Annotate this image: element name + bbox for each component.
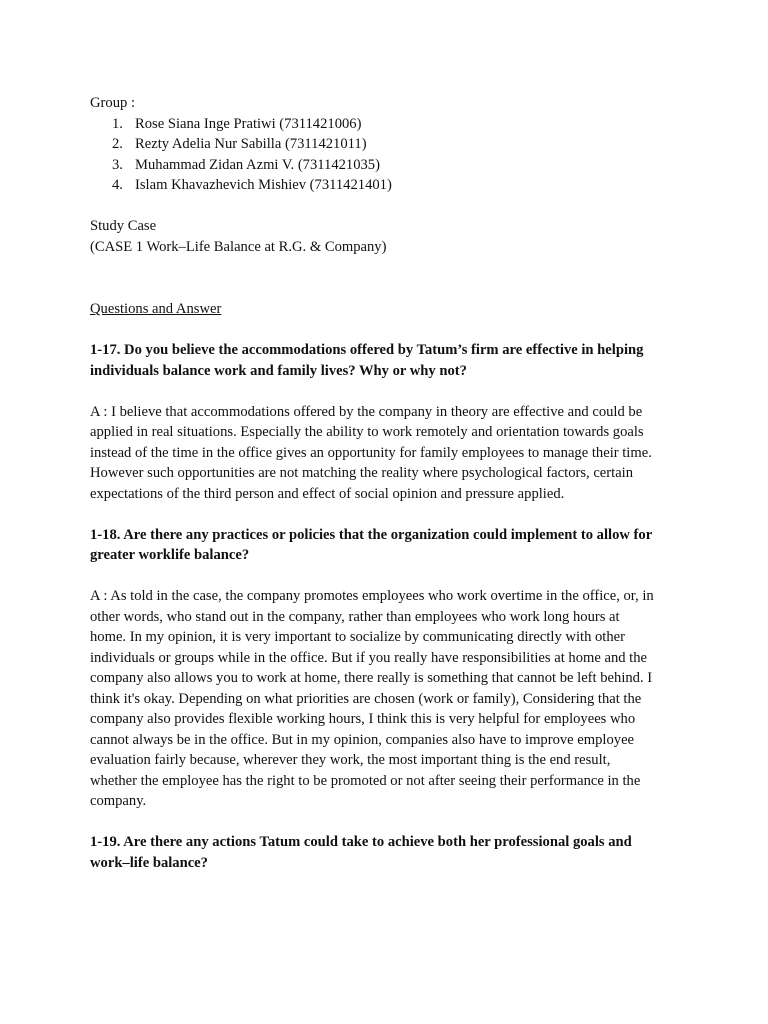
qa-heading: Questions and Answer — [90, 301, 222, 317]
answer-line: However such opportunities are not matching the reality where psychological factors, certain — [90, 465, 634, 481]
answer-line: company also provides flexible working hours, I think this is very helpful for employees who — [90, 711, 636, 727]
question-1-18 — [90, 525, 690, 566]
answer-line: A : I believe that accommodations offered by the company in theory are effective and could be — [90, 403, 643, 420]
answer-line: think it's okay. Depending on what priorities are chosen (work or family), Considering that the — [90, 690, 642, 707]
answer-line: other words, who stand out in the company, rather than employees who work long hours at — [90, 608, 620, 625]
group-member: 2. Rezty Adelia Nur Sabilla (7311421011) — [112, 136, 367, 152]
group-member-list — [90, 114, 690, 196]
answer-line: instead of the time in the office gives an opportunity for family employees to manage their time. — [90, 444, 652, 461]
question-line: individuals balance work and family lives? Why or why not? — [90, 362, 467, 379]
answer-line: individuals or groups while in the office. But if you really have responsibilities at home and the — [90, 649, 648, 666]
answer-line: expectations of the third person and effect of social opinion and pressure applied. — [90, 485, 565, 502]
question-line: work–life balance? — [90, 854, 208, 871]
group-member: 3. Muhammad Zidan Azmi V. (7311421035) — [112, 156, 380, 173]
answer-line: applied in real situations. Especially the ability to work remotely and orientation towards goals — [90, 424, 644, 440]
study-case-title: (CASE 1 Work–Life Balance at R.G. & Company) — [90, 238, 387, 255]
answer-line: A : As told in the case, the company promotes employees who work overtime in the office, or, in — [90, 588, 654, 604]
question-line: 1-19. Are there any actions Tatum could take to achieve both her professional goals and — [90, 834, 632, 850]
answer-line: whether the employee has the right to be promoted or not after seeing their performance in the — [90, 772, 641, 789]
answer-line: company. — [90, 793, 147, 809]
document-page — [90, 93, 690, 873]
answer-line: evaluation fairly because, wherever they work, the most important thing is the end result, — [90, 752, 611, 768]
question-1-17 — [90, 340, 690, 381]
study-case-label: Study Case — [90, 218, 157, 234]
answer-line: cannot always be in the office. But in my opinion, companies also have to improve employee — [90, 731, 635, 748]
answer-line: home. In my opinion, it is very important to socialize by communicating directly with other — [90, 629, 625, 645]
question-line: greater worklife balance? — [90, 547, 250, 563]
question-line: 1-17. Do you believe the accommodations offered by Tatum’s firm are effective in helping — [90, 342, 644, 358]
group-member: 4. Islam Khavazhevich Mishiev (7311421401) — [112, 177, 392, 193]
question-line: 1-18. Are there any practices or policies that the organization could implement to allow for — [90, 526, 653, 543]
group-label: Group : — [90, 95, 135, 111]
answer-1-18 — [90, 586, 690, 812]
answer-line: company also allows you to work at home, there really is something that cannot be left behind. I — [90, 670, 653, 686]
group-member: 1. Rose Siana Inge Pratiwi (7311421006) — [112, 115, 362, 132]
answer-1-17 — [90, 402, 690, 505]
question-1-19 — [90, 832, 690, 873]
